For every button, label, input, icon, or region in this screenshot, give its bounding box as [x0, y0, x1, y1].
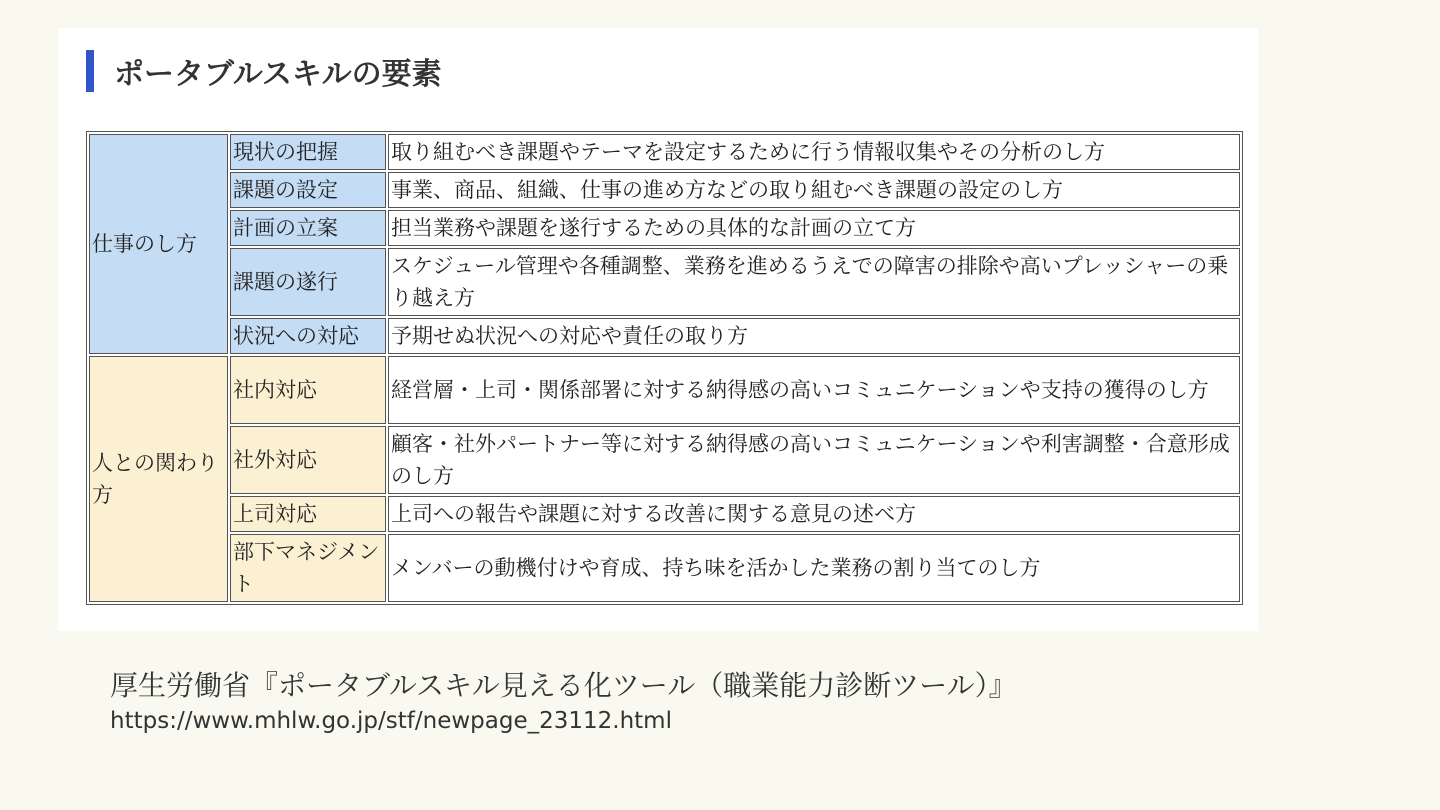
item-cell: 上司対応	[230, 496, 386, 532]
source-url[interactable]: https://www.mhlw.go.jp/stf/newpage_23112.html	[110, 708, 672, 734]
heading-title: ポータブルスキルの要素	[114, 57, 442, 92]
source-caption: 厚生労働省『ポータブルスキル見える化ツール（職業能力診断ツール）』	[110, 669, 1017, 702]
table-row	[89, 356, 1240, 424]
item-cell: 社内対応	[230, 356, 386, 424]
table-row	[89, 426, 1240, 494]
description-cell: 事業、商品、組織、仕事の進め方などの取り組むべき課題の設定のし方	[388, 172, 1240, 208]
description-cell: メンバーの動機付けや育成、持ち味を活かした業務の割り当てのし方	[388, 534, 1240, 602]
item-cell: 部下マネジメント	[230, 534, 386, 602]
skills-table	[86, 131, 1243, 605]
content-card	[58, 28, 1258, 631]
table-row	[89, 496, 1240, 532]
table-row	[89, 172, 1240, 208]
description-cell: 取り組むべき課題やテーマを設定するために行う情報収集やその分析のし方	[388, 134, 1240, 170]
category-cell-people: 人との関わり方	[89, 356, 228, 602]
table-row	[89, 318, 1240, 354]
item-cell: 計画の立案	[230, 210, 386, 246]
table-row	[89, 134, 1240, 170]
section-heading	[86, 50, 442, 92]
table-row	[89, 534, 1240, 602]
description-cell: 予期せぬ状況への対応や責任の取り方	[388, 318, 1240, 354]
item-cell: 課題の遂行	[230, 248, 386, 316]
description-cell: 経営層・上司・関係部署に対する納得感の高いコミュニケーションや支持の獲得のし方	[388, 356, 1240, 424]
item-cell: 状況への対応	[230, 318, 386, 354]
table-row	[89, 210, 1240, 246]
category-cell-work: 仕事のし方	[89, 134, 228, 354]
item-cell: 社外対応	[230, 426, 386, 494]
table-row	[89, 248, 1240, 316]
item-cell: 課題の設定	[230, 172, 386, 208]
description-cell: 顧客・社外パートナー等に対する納得感の高いコミュニケーションや利害調整・合意形成のし方	[388, 426, 1240, 494]
item-cell: 現状の把握	[230, 134, 386, 170]
description-cell: 上司への報告や課題に対する改善に関する意見の述べ方	[388, 496, 1240, 532]
heading-accent-bar	[86, 50, 94, 92]
description-cell: スケジュール管理や各種調整、業務を進めるうえでの障害の排除や高いプレッシャーの乗り越え方	[388, 248, 1240, 316]
description-cell: 担当業務や課題を遂行するための具体的な計画の立て方	[388, 210, 1240, 246]
